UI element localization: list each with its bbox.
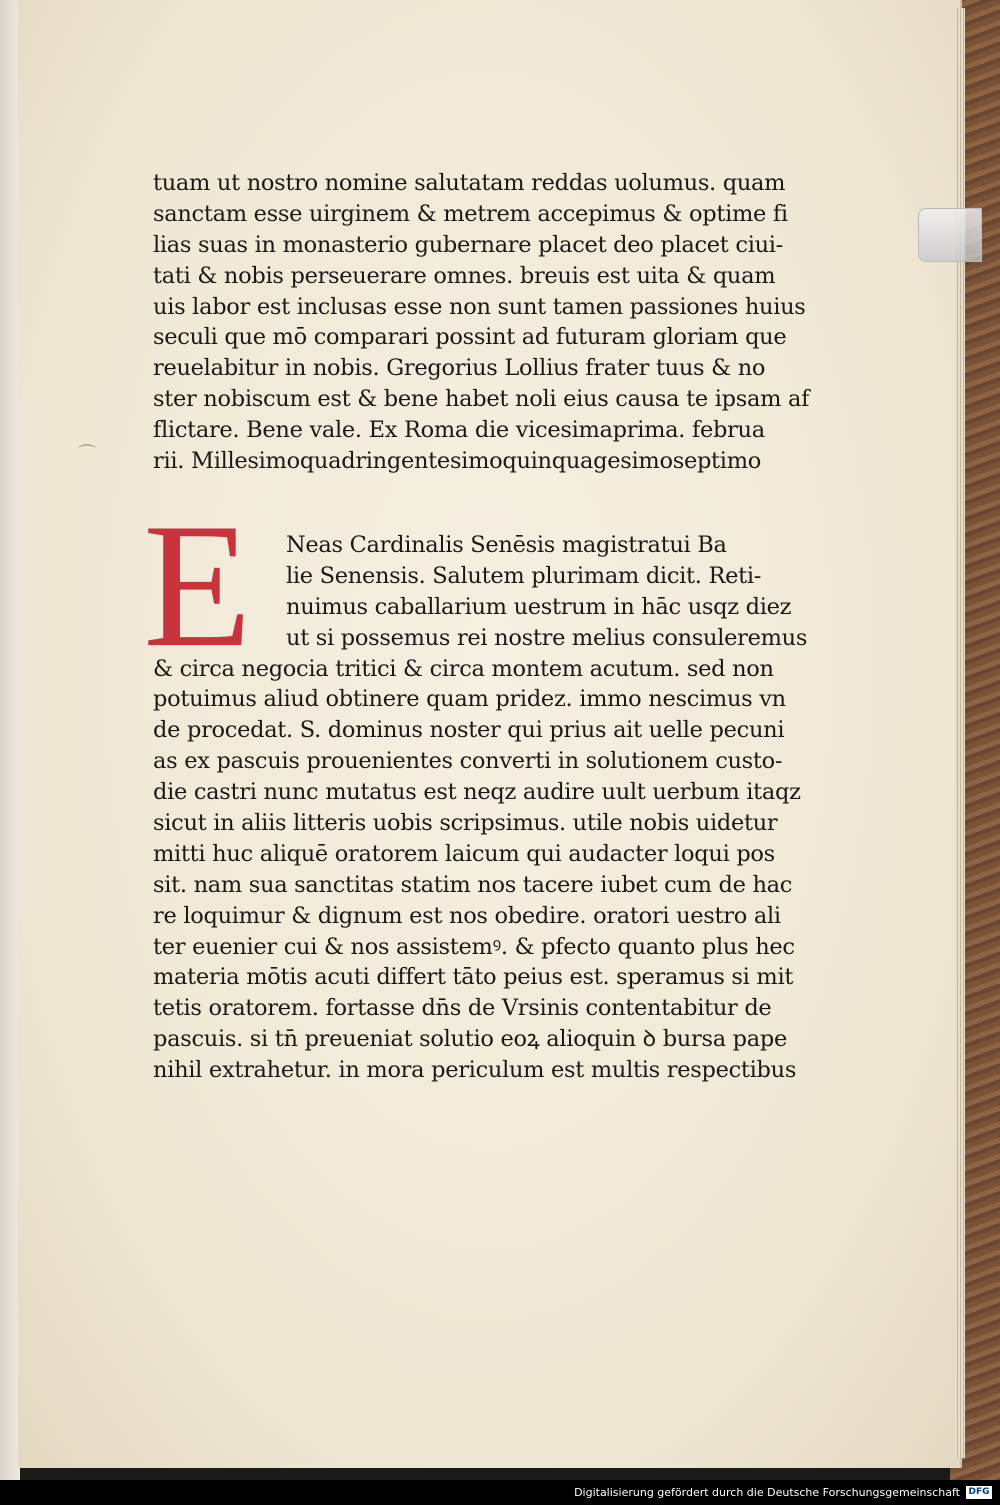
text-line: tetis oratorem. fortasse dn̄s de Vrsinis contentabitur de bbox=[153, 995, 772, 1022]
red-initial-letter: E bbox=[143, 486, 252, 684]
text-line: rii. Millesimoquadringentesimoquinquagesimoseptimo bbox=[153, 448, 761, 475]
left-page-edge bbox=[0, 0, 20, 1480]
funding-notice: Digitalisierung gefördert durch die Deutsche Forschungsgemeinschaft bbox=[574, 1486, 960, 1499]
text-line: seculi que mō comparari possint ad futuram gloriam que bbox=[153, 324, 787, 351]
text-line: die castri nunc mutatus est neqz audire uult uerbum itaqz bbox=[153, 779, 801, 806]
text-line: de procedat. S. dominus noster qui prius ait uelle pecuni bbox=[153, 717, 785, 744]
text-line: lias suas in monasterio gubernare placet deo placet ciui- bbox=[153, 231, 783, 258]
margin-mark: ⌒ bbox=[78, 444, 96, 465]
dfg-logo: DFG bbox=[966, 1486, 992, 1499]
text-line: nuimus caballarium uestrum in hāc usqz diez bbox=[286, 593, 792, 620]
text-line: Neas Cardinalis Senēsis magistratui Ba bbox=[286, 532, 727, 558]
text-block-2 bbox=[153, 530, 808, 1086]
text-line: mitti huc aliquē oratorem laicum qui audacter loqui pos bbox=[153, 840, 775, 867]
text-line: lie Senensis. Salutem plurimam dicit. Reti- bbox=[286, 562, 762, 589]
page-clip bbox=[918, 208, 982, 262]
text-block-1 bbox=[153, 168, 810, 477]
text-line: pascuis. si tn̄ preueniat solutio eoꝝ alioquin ꝺ bursa pape bbox=[153, 1026, 788, 1053]
text-line: ut si possemus rei nostre melius consuleremus bbox=[286, 624, 808, 651]
text-line: as ex pascuis prouenientes converti in solutionem custo- bbox=[153, 748, 783, 775]
text-line: tati & nobis perseuerare omnes. breuis est uita & quam bbox=[153, 262, 776, 289]
text-line: potuimus aliud obtinere quam pridez. immo nescimus vn bbox=[153, 686, 786, 713]
text-line: ster nobiscum est & bene habet noli eius causa te ipsam af bbox=[153, 386, 810, 413]
text-line: & circa negocia tritici & circa montem acutum. sed non bbox=[153, 655, 774, 682]
text-line: sit. nam sua sanctitas statim nos tacere iubet cum de hac bbox=[153, 871, 793, 898]
text-line: ter euenier cui & nos assistemꝰ. & pfecto quanto plus hec bbox=[153, 933, 795, 960]
text-line: sicut in aliis litteris uobis scripsimus. utile nobis uidetur bbox=[153, 810, 778, 837]
text-line: nihil extrahetur. in mora periculum est multis respectibus bbox=[153, 1057, 797, 1084]
text-line: flictare. Bene vale. Ex Roma die vicesimaprima. februa bbox=[153, 417, 765, 444]
text-line: materia mōtis acuti differt tāto peius est. speramus si mit bbox=[153, 964, 794, 991]
text-line: reuelabitur in nobis. Gregorius Lollius frater tuus & no bbox=[153, 355, 766, 382]
text-line: sanctam esse uirginem & metrem accepimus & optime fi bbox=[153, 200, 788, 227]
text-line: tuam ut nostro nomine salutatam reddas uolumus. quam bbox=[153, 170, 786, 196]
text-line: uis labor est inclusas esse non sunt tamen passiones huius bbox=[153, 293, 806, 320]
text-line: re loquimur & dignum est nos obedire. oratori uestro ali bbox=[153, 902, 781, 929]
